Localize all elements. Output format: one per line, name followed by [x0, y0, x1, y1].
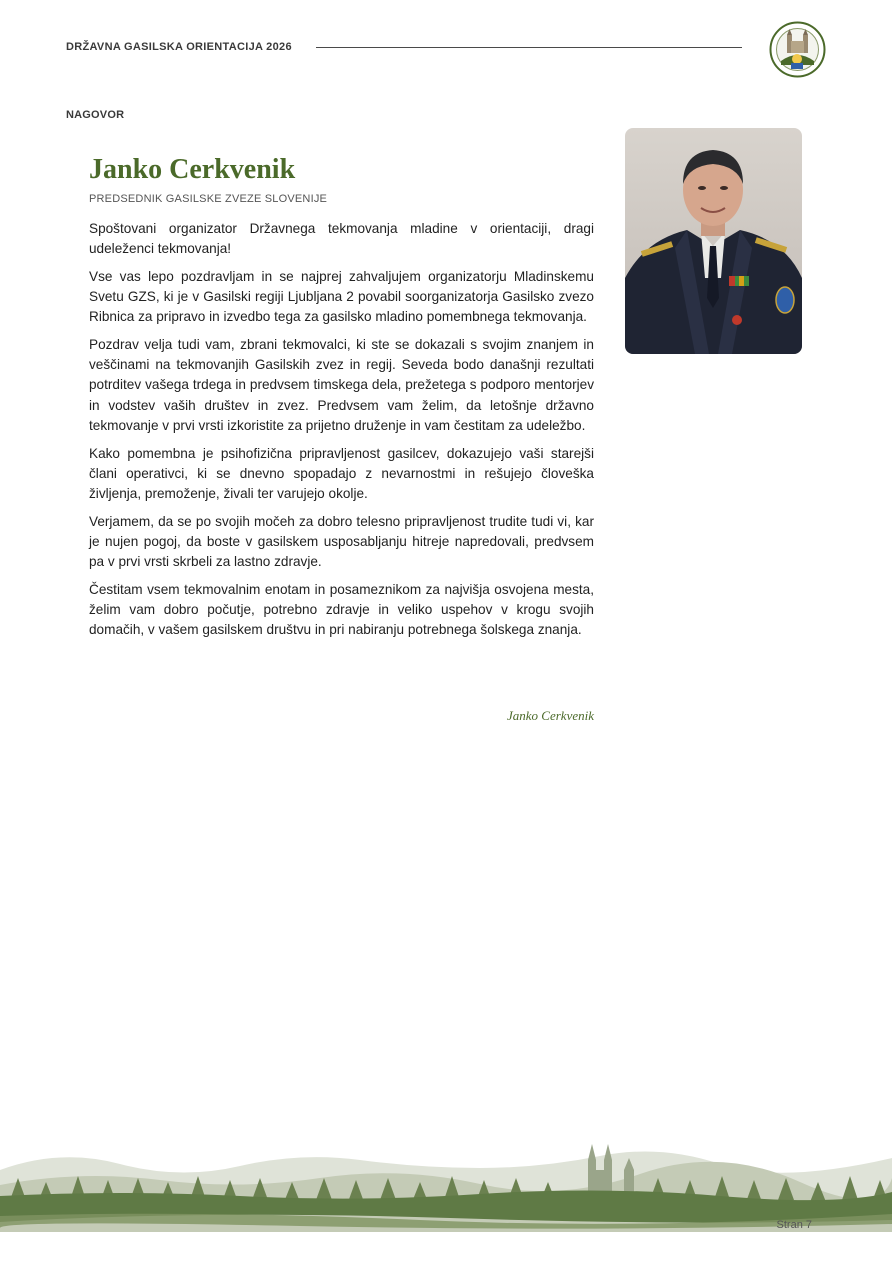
person-icon — [625, 128, 802, 354]
header-title: DRŽAVNA GASILSKA ORIENTACIJA 2026 — [66, 41, 292, 53]
paragraph: Vse vas lepo pozdravljam in se najprej zahvaljujem organizatorju Mladinskemu Svetu GZS, ki je v Gasilski regiji Ljubljana 2 povabil soorganizatorja Gasilsko zvezo Ribnica za pripravo in izvedbo tega za gasilsko mladino pomembnega tekmovanja. — [89, 268, 594, 325]
header-divider — [316, 47, 742, 48]
paragraph: Verjamem, da se po svojih močeh za dobro telesno pripravljenost trudite tudi vi, kar je nujen pogoj, da boste v gasilskem usposabljanju hitreje napredovali, predvsem pa v prvi vrsti skrbeli za lastno zdravje. — [89, 513, 594, 570]
body-text — [89, 219, 594, 648]
paragraph: Spoštovani organizator Državnega tekmovanja mladine v orientaciji, dragi udeleženci tekmovanja! — [89, 221, 594, 257]
author-name: Janko Cerkvenik — [89, 154, 296, 185]
landscape-decoration — [0, 1130, 892, 1232]
church-icon — [588, 1144, 634, 1194]
page-number: Stran 7 — [776, 1219, 812, 1231]
section-label: NAGOVOR — [66, 109, 125, 121]
signature: Janko Cerkvenik — [507, 708, 594, 723]
portrait-photo — [625, 128, 802, 354]
paragraph: Čestitam vsem tekmovalnim enotam in posameznikom za najvišja osvojena mesta, želim vam dobro počutje, potrebno zdravje in veliko uspehov v krogu svojih domačih, v vašem gasilskem društvu in pri nabiranju potrebnega šolskega znanja. — [89, 581, 594, 638]
paragraph: Kako pomembna je psihofizična pripravljenost gasilcev, dokazujejo vaši starejši člani operativci, ki se dnevno spopadajo z nevarnostmi in rešujejo človeška življenja, premoženje, živali ter varujejo okolje. — [89, 445, 594, 501]
author-role: PREDSEDNIK GASILSKE ZVEZE SLOVENIJE — [89, 193, 328, 205]
emblem-logo-icon — [769, 21, 826, 78]
paragraph: Pozdrav velja tudi vam, zbrani tekmovalci, ki ste se dokazali s svojim znanjem in veščinami na tekmovanjih Gasilskih zvez in regij. Seveda bodo današnji rezultati potrditev vašega trdega in predvsem timskega dela, prežetega s podporo mentorjev in vodstev vaših društev in zvez. Predvsem vam želim, da letošnje državno tekmovanje v prvi vrsti izkoristite za prijetno druženje in vam čestitam za udeležbo. — [89, 337, 594, 433]
